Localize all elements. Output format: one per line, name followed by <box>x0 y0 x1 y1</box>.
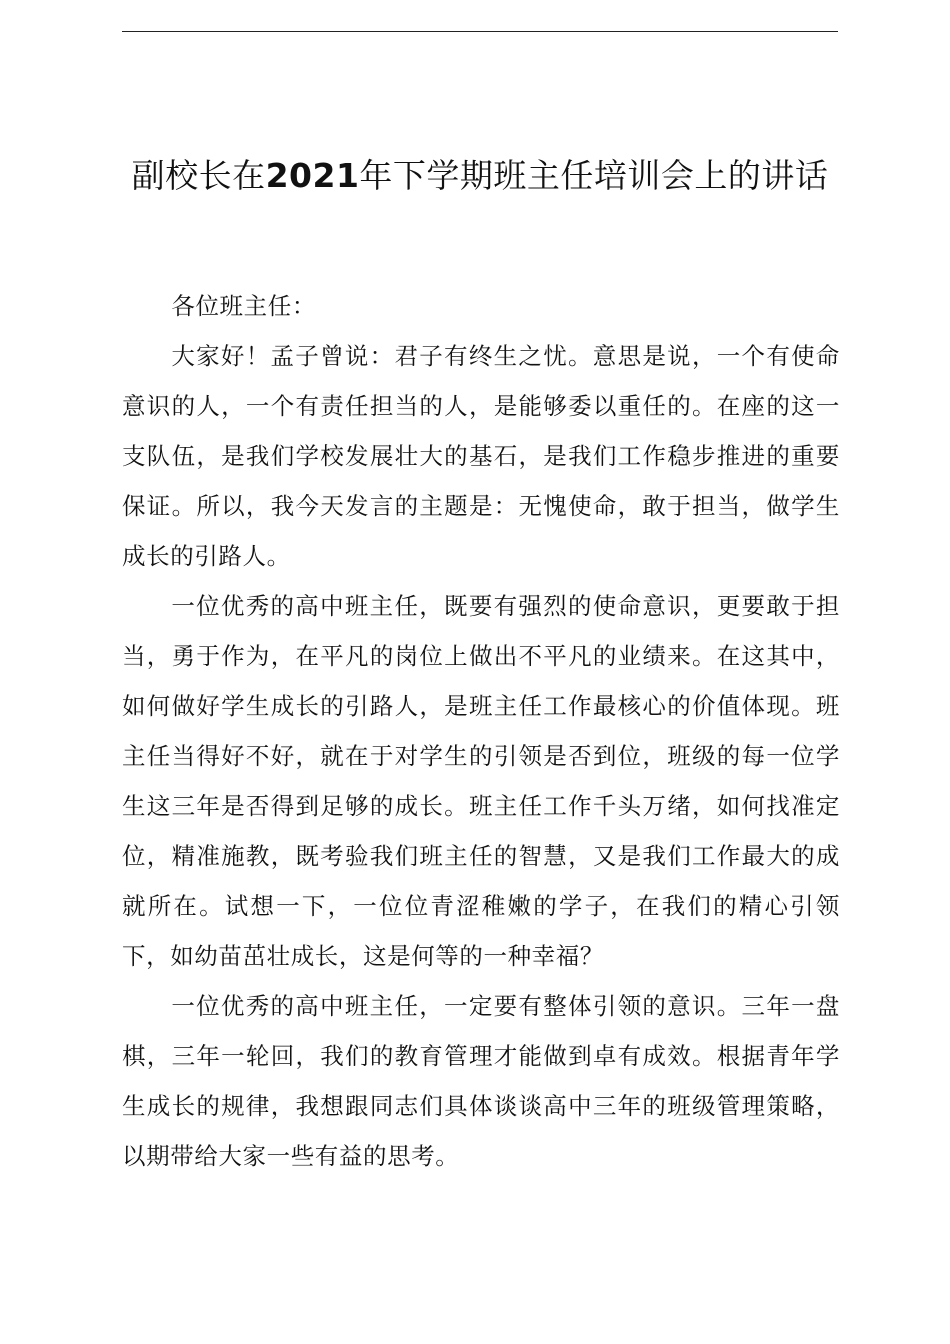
title-suffix: 年下学期班主任培训会上的讲话 <box>359 156 829 195</box>
salutation: 各位班主任： <box>171 292 316 320</box>
paragraph-2: 一位优秀的高中班主任，既要有强烈的使命意识，更要敢于担当，勇于作为，在平凡的岗位上做出不平凡的业绩来。在这其中，如何做好学生成长的引路人，是班主任工作最核心的价值体现。班主任当得好不好，就在于对学生的引领是否到位，班级的每一位学生这三年是否得到足够的成长。班主任工作千头万绪，如何找准定位，精准施教，既考验我们班主任的智慧，又是我们工作最大的成就所在。试想一下，一位位青涩稚嫩的学子，在我们的精心引领下，如幼苗茁壮成长，这是何等的一种幸福？ <box>122 592 840 970</box>
title-prefix: 副校长在 <box>131 156 266 195</box>
document-body <box>122 281 840 1181</box>
paragraph-1: 大家好！孟子曾说：君子有终生之忧。意思是说，一个有使命意识的人，一个有责任担当的人，是能够委以重任的。在座的这一支队伍，是我们学校发展壮大的基石，是我们工作稳步推进的重要保证。所以，我今天发言的主题是：无愧使命，敢于担当，做学生成长的引路人。 <box>122 342 840 570</box>
title-year: 2021 <box>265 156 360 195</box>
header-rule <box>122 31 838 32</box>
document-title <box>122 151 838 201</box>
paragraph-3: 一位优秀的高中班主任，一定要有整体引领的意识。三年一盘棋，三年一轮回，我们的教育管理才能做到卓有成效。根据青年学生成长的规律，我想跟同志们具体谈谈高中三年的班级管理策略，以期带给大家一些有益的思考。 <box>122 992 840 1170</box>
